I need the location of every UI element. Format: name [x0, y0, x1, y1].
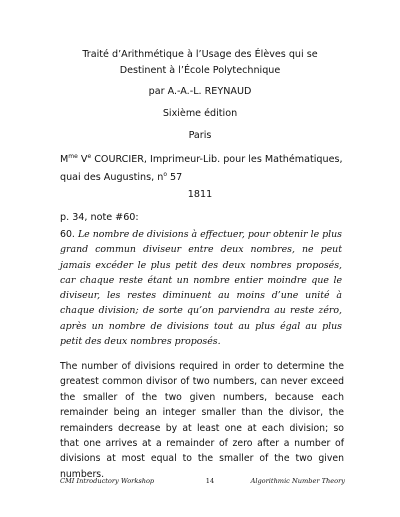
publisher-number: 57	[166, 172, 183, 183]
book-title: Traité d’Arithmétique à l’Usage des Élèves qui se Destinent à l’École Polytechnique	[82, 49, 318, 76]
english-translation: The number of divisions required in order to determine the greatest common divisor of two numbers, can never exceed the smaller of the two given numbers, because each remainder being an integer smaller than the divisor, the remainders decrease by at least one at each division; so that one arrives at a remainder of zero after a number of divisions at most equal to the smaller of the two given numbers.	[60, 361, 344, 480]
author-line: par A.-A.-L. REYNAUD	[148, 86, 252, 97]
publisher-v: V	[77, 154, 88, 165]
publisher-prefix-sup: me	[68, 153, 78, 160]
edition-line: Sixième édition	[162, 108, 238, 119]
footer-page-number: 14	[205, 477, 215, 485]
footer-workshop: CMI Introductory Workshop	[60, 477, 155, 485]
note-reference: p. 34, note #60:	[60, 212, 139, 223]
french-quote-text: Le nombre de divisions à effectuer, pour obtenir le plus grand commun diviseur entre deux nombres, ne peut jamais excéder le plus petit des deux nombres proposés, car chaque reste étant un nombre entier moindre que le diviseur, les restes diminuent au moins d’une unité à chaque division; de sorte qu’on parviendra au reste zéro, après un nombre de divisions tout au plus égal au plus petit des deux nombres proposés.	[60, 229, 342, 348]
publisher-no-sup: o	[163, 171, 167, 178]
publisher-line	[60, 149, 345, 185]
publisher-prefix: M	[60, 154, 69, 165]
footer-topic: Algorithmic Number Theory	[250, 477, 345, 485]
french-note-number: 60.	[60, 229, 75, 240]
city-line: Paris	[188, 130, 212, 141]
publisher-text: COURCIER, Imprimeur-Lib. pour les Mathématiques, quai des Augustins, n	[60, 154, 343, 183]
french-quote	[60, 227, 342, 349]
publisher-v-sup: e	[87, 153, 92, 160]
page-footer	[60, 477, 345, 489]
publication-year: 1811	[187, 189, 213, 200]
